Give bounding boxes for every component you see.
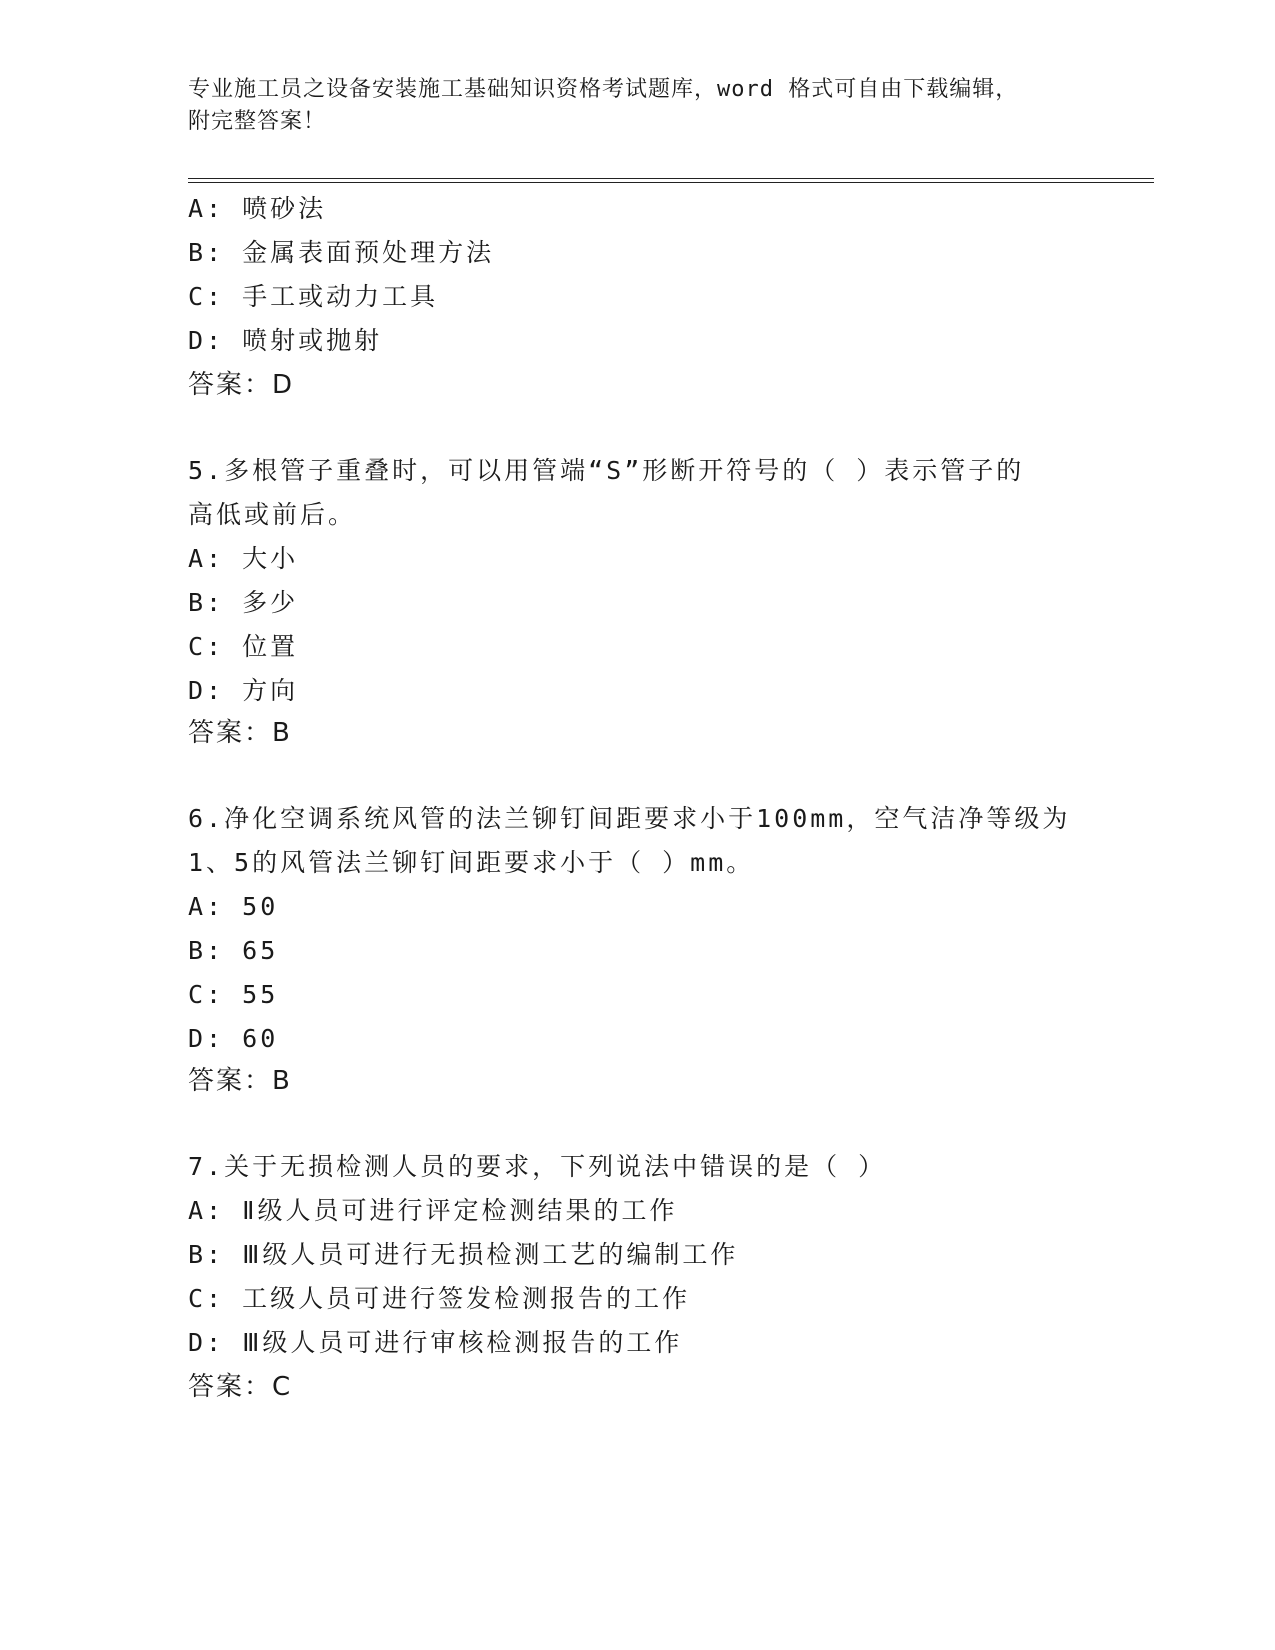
q6-option-c: C: 55: [188, 980, 279, 1009]
q6-question-line-2: 1、5的风管法兰铆钉间距要求小于（ ）mm。: [188, 848, 755, 877]
q7-question-line-1: 7.关于无损检测人员的要求，下列说法中错误的是（ ）: [188, 1152, 887, 1181]
q6-answer: 答案：B: [188, 1066, 292, 1096]
q7-option-b: B: Ⅲ级人员可进行无损检测工艺的编制工作: [188, 1240, 739, 1269]
q7-option-c: C: 工级人员可进行签发检测报告的工作: [188, 1284, 691, 1313]
q5-option-c: C: 位置: [188, 632, 299, 661]
q7-option-a: A: Ⅱ级人员可进行评定检测结果的工作: [188, 1196, 678, 1225]
q6-option-b: B: 65: [188, 936, 279, 965]
document-header: [188, 74, 1088, 138]
q5-option-b: B: 多少: [188, 588, 299, 617]
header-divider-bottom: [188, 182, 1154, 183]
q4-option-d: D: 喷射或抛射: [188, 326, 383, 355]
q5-option-d: D: 方向: [188, 676, 299, 705]
q5-answer: 答案：B: [188, 718, 292, 748]
header-line-1: 专业施工员之设备安装施工基础知识资格考试题库，word 格式可自由下载编辑，: [188, 77, 1019, 102]
q4-option-b: B: 金属表面预处理方法: [188, 238, 495, 267]
q6-option-d: D: 60: [188, 1024, 279, 1053]
q4-option-a: A: 喷砂法: [188, 194, 327, 223]
q4-option-c: C: 手工或动力工具: [188, 282, 439, 311]
q7-option-d: D: Ⅲ级人员可进行审核检测报告的工作: [188, 1328, 683, 1357]
q6-option-a: A: 50: [188, 892, 279, 921]
q5-option-a: A: 大小: [188, 544, 299, 573]
q6-question-line-1: 6.净化空调系统风管的法兰铆钉间距要求小于100mm，空气洁净等级为: [188, 804, 1071, 833]
q4-answer: 答案：D: [188, 370, 295, 400]
header-line-2: 附完整答案！: [188, 109, 327, 134]
q5-question-line-1: 5.多根管子重叠时，可以用管端“S”形断开符号的（ ）表示管子的: [188, 456, 1025, 485]
header-divider-top: [188, 178, 1154, 179]
q7-answer: 答案：C: [188, 1372, 293, 1402]
q5-question-line-2: 高低或前后。: [188, 500, 357, 529]
